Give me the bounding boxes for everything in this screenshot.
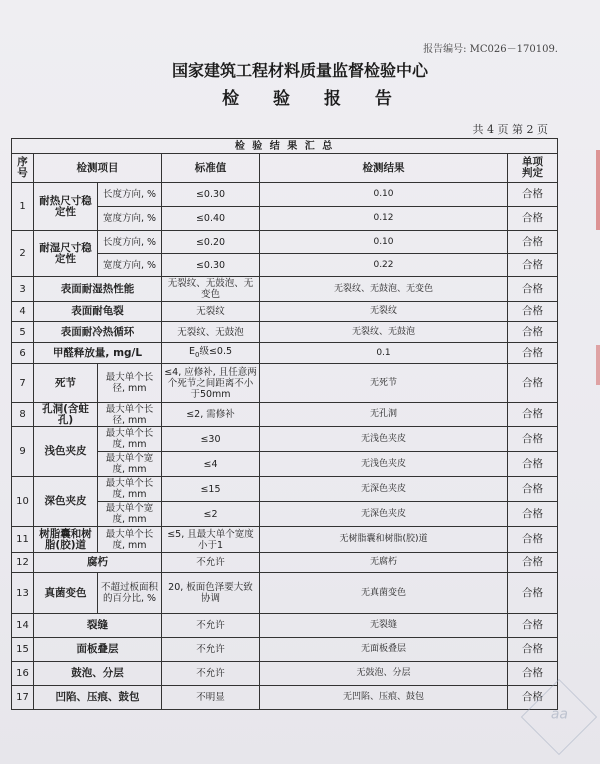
item-name: 深色夹皮 (34, 477, 98, 527)
table-row (12, 231, 558, 254)
test-result: 0.10 (260, 183, 508, 207)
std-suffix: 级≤0.5 (199, 345, 233, 357)
test-result: 无浅色夹皮 (260, 427, 508, 452)
sub-item: 宽度方向, % (98, 254, 162, 277)
test-result: 0.22 (260, 254, 508, 277)
header-verdict: 单项 判定 (508, 154, 558, 183)
row-number: 2 (12, 231, 34, 277)
row-number: 6 (12, 343, 34, 364)
test-result: 0.12 (260, 207, 508, 231)
table-row (12, 573, 558, 614)
table-row (12, 403, 558, 427)
test-result: 无深色夹皮 (260, 502, 508, 527)
sub-item: 最大单个宽度, mm (98, 452, 162, 477)
row-number: 13 (12, 573, 34, 614)
table-row (12, 277, 558, 302)
row-number: 9 (12, 427, 34, 477)
sub-item: 长度方向, % (98, 183, 162, 207)
test-result: 无浅色夹皮 (260, 452, 508, 477)
standard-value: 无裂纹 (162, 302, 260, 322)
table-row (12, 322, 558, 343)
test-result: 无面板叠层 (260, 638, 508, 662)
row-number: 12 (12, 553, 34, 573)
row-number: 4 (12, 302, 34, 322)
table-row (12, 614, 558, 638)
item-name: 甲醛释放量, mg/L (34, 343, 162, 364)
verdict: 合格 (508, 207, 558, 231)
row-number: 15 (12, 638, 34, 662)
verdict: 合格 (508, 638, 558, 662)
report-number: 报告编号: MC026－170109. (423, 44, 558, 55)
verdict: 合格 (508, 183, 558, 207)
test-result: 无真菌变色 (260, 573, 508, 614)
item-name: 耐热尺寸稳定性 (34, 183, 98, 231)
table-row (12, 183, 558, 207)
sub-item: 长度方向, % (98, 231, 162, 254)
verdict: 合格 (508, 364, 558, 403)
results-table (11, 138, 558, 710)
table-row (12, 427, 558, 452)
item-name: 表面耐冷热循环 (34, 322, 162, 343)
item-name: 死节 (34, 364, 98, 403)
item-name: 孔洞(含蛀孔) (34, 403, 98, 427)
sub-item: 宽度方向, % (98, 207, 162, 231)
verdict: 合格 (508, 686, 558, 710)
verdict: 合格 (508, 427, 558, 452)
standard-value (162, 343, 260, 364)
test-result: 无深色夹皮 (260, 477, 508, 502)
item-name: 真菌变色 (34, 573, 98, 614)
sub-item: 最大单个长度, mm (98, 527, 162, 553)
standard-value: ≤30 (162, 427, 260, 452)
table-row (12, 527, 558, 553)
test-result: 无树脂囊和树脂(胶)道 (260, 527, 508, 553)
item-name: 鼓泡、分层 (34, 662, 162, 686)
item-name: 面板叠层 (34, 638, 162, 662)
row-number: 5 (12, 322, 34, 343)
header-result: 检测结果 (260, 154, 508, 183)
standard-value: ≤4, 应修补, 且任意两个死节之间距离不小于50mm (162, 364, 260, 403)
verdict: 合格 (508, 502, 558, 527)
row-number: 7 (12, 364, 34, 403)
row-number: 3 (12, 277, 34, 302)
standard-value: 无裂纹、无鼓泡、无变色 (162, 277, 260, 302)
table-row (12, 302, 558, 322)
row-number: 10 (12, 477, 34, 527)
red-stamp-edge (596, 345, 600, 385)
item-name: 浅色夹皮 (34, 427, 98, 477)
item-name: 树脂囊和树脂(胶)道 (34, 527, 98, 553)
standard-value: 不允许 (162, 553, 260, 573)
verdict: 合格 (508, 343, 558, 364)
test-result: 0.1 (260, 343, 508, 364)
verdict: 合格 (508, 614, 558, 638)
summary-title: 检 验 结 果 汇 总 (12, 139, 558, 154)
watermark-seal: aa (521, 679, 597, 755)
table-row (12, 638, 558, 662)
std-subscript: 0 (194, 350, 200, 359)
standard-value: 无裂纹、无鼓泡 (162, 322, 260, 343)
item-name: 耐湿尺寸稳定性 (34, 231, 98, 277)
standard-value: ≤15 (162, 477, 260, 502)
header-standard: 标准值 (162, 154, 260, 183)
item-name: 腐朽 (34, 553, 162, 573)
row-number: 17 (12, 686, 34, 710)
row-number: 1 (12, 183, 34, 231)
table-row (12, 553, 558, 573)
test-result: 无裂缝 (260, 614, 508, 638)
verdict: 合格 (508, 403, 558, 427)
verdict: 合格 (508, 322, 558, 343)
standard-value: 不允许 (162, 662, 260, 686)
verdict: 合格 (508, 553, 558, 573)
test-result: 无裂纹、无鼓泡 (260, 322, 508, 343)
verdict: 合格 (508, 662, 558, 686)
row-number: 8 (12, 403, 34, 427)
item-name: 凹陷、压痕、鼓包 (34, 686, 162, 710)
verdict: 合格 (508, 527, 558, 553)
standard-value: ≤5, 且最大单个宽度小于1 (162, 527, 260, 553)
verdict: 合格 (508, 477, 558, 502)
page-info: 共 4 页 第 2 页 (472, 123, 548, 136)
verdict: 合格 (508, 302, 558, 322)
sub-item: 最大单个宽度, mm (98, 502, 162, 527)
table-row (12, 343, 558, 364)
table-row (12, 686, 558, 710)
standard-value: ≤2 (162, 502, 260, 527)
header-seq: 序 号 (12, 154, 34, 183)
verdict: 合格 (508, 277, 558, 302)
verdict: 合格 (508, 452, 558, 477)
table-row (12, 477, 558, 502)
standard-value: ≤0.30 (162, 183, 260, 207)
test-result: 无孔洞 (260, 403, 508, 427)
item-name: 表面耐龟裂 (34, 302, 162, 322)
item-name: 表面耐湿热性能 (34, 277, 162, 302)
standard-value: ≤2, 需修补 (162, 403, 260, 427)
row-number: 14 (12, 614, 34, 638)
test-result: 无腐朽 (260, 553, 508, 573)
sub-item: 最大单个长径, mm (98, 364, 162, 403)
verdict: 合格 (508, 231, 558, 254)
sub-item: 不超过板面积的百分比, % (98, 573, 162, 614)
standard-value: 不明显 (162, 686, 260, 710)
standard-value: ≤0.40 (162, 207, 260, 231)
test-result: 无裂纹 (260, 302, 508, 322)
standard-value: ≤0.30 (162, 254, 260, 277)
standard-value: ≤4 (162, 452, 260, 477)
std-prefix: E (188, 345, 195, 357)
table-row (12, 364, 558, 403)
standard-value: ≤0.20 (162, 231, 260, 254)
row-number: 11 (12, 527, 34, 553)
report-title: 检 验 报 告 (222, 89, 406, 109)
header-item: 检测项目 (34, 154, 162, 183)
verdict: 合格 (508, 573, 558, 614)
standard-value: 20, 板面色泽要大致协调 (162, 573, 260, 614)
row-number: 16 (12, 662, 34, 686)
test-result: 无死节 (260, 364, 508, 403)
test-result: 无凹陷、压痕、鼓包 (260, 686, 508, 710)
test-result: 无鼓泡、分层 (260, 662, 508, 686)
table-row (12, 662, 558, 686)
test-result: 无裂纹、无鼓泡、无变色 (260, 277, 508, 302)
sub-item: 最大单个长度, mm (98, 427, 162, 452)
sub-item: 最大单个长度, mm (98, 477, 162, 502)
item-name: 裂缝 (34, 614, 162, 638)
verdict: 合格 (508, 254, 558, 277)
red-stamp-edge (596, 150, 600, 230)
institution-title: 国家建筑工程材料质量监督检验中心 (171, 61, 428, 80)
standard-value: 不允许 (162, 638, 260, 662)
test-result: 0.10 (260, 231, 508, 254)
sub-item: 最大单个长径, mm (98, 403, 162, 427)
standard-value: 不允许 (162, 614, 260, 638)
